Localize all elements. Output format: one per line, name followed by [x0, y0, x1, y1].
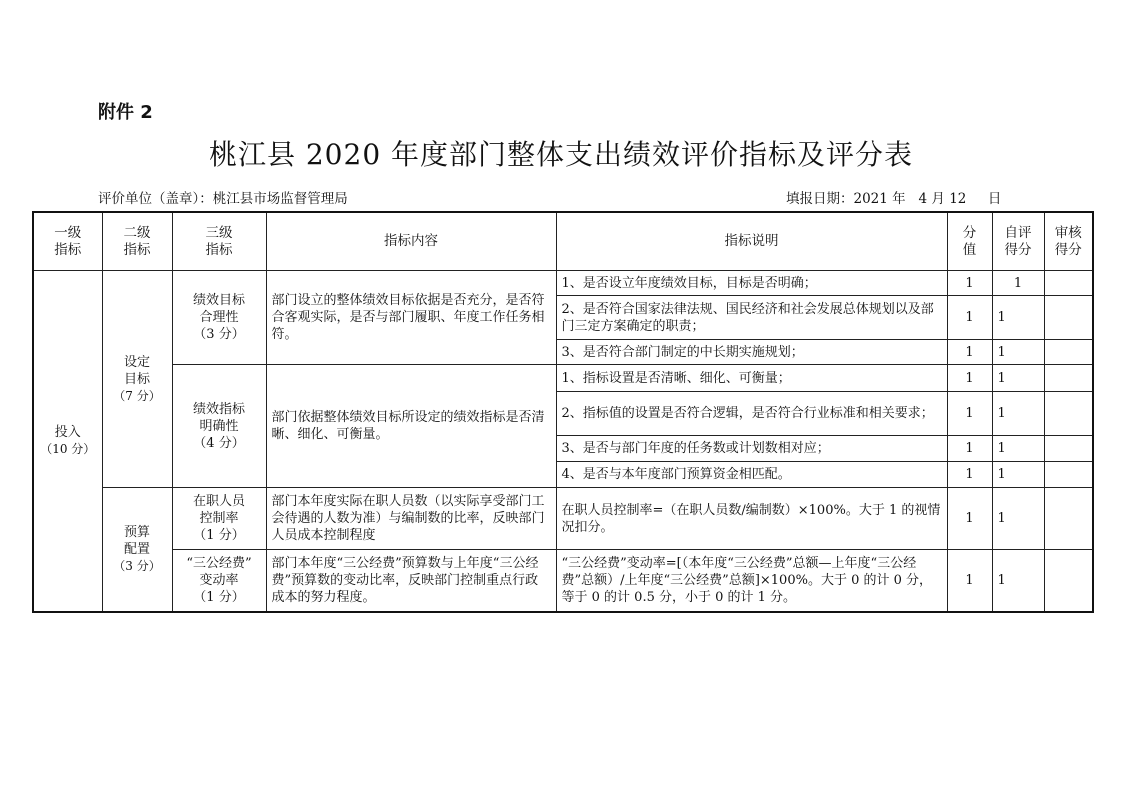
attachment-label: 附件 2 [98, 102, 153, 123]
self-score-cell: 1 [992, 340, 1044, 365]
self-score-cell: 1 [992, 271, 1044, 296]
score-table [32, 211, 1094, 613]
content-cell: 部门依据整体绩效目标所设定的绩效指标是否清晰、细化、可衡量。 [266, 365, 556, 488]
review-score-cell [1044, 271, 1093, 296]
level3-cell-staff-control: 在职人员 控制率 （1 分） [172, 488, 266, 550]
description-cell: 2、是否符合国家法律法规、国民经济和社会发展总体规划以及部门三定方案确定的职责； [556, 296, 947, 340]
level3-cell-goal-rationality: 绩效目标 合理性 （3 分） [172, 271, 266, 365]
description-cell: 1、指标设置是否清晰、细化、可衡量； [556, 365, 947, 392]
header-description: 指标说明 [556, 212, 947, 271]
level2-cell-budget: 预算 配置 （3 分） [102, 488, 172, 612]
header-self-score: 自评 得分 [992, 212, 1044, 271]
review-score-cell [1044, 296, 1093, 340]
header-level3: 三级 指标 [172, 212, 266, 271]
level1-cell: 投入 （10 分） [33, 271, 102, 612]
self-score-cell: 1 [992, 296, 1044, 340]
review-score-cell [1044, 488, 1093, 550]
content-cell: 部门设立的整体绩效目标依据是否充分，是否符合客观实际，是否与部门履职、年度工作任务相符。 [266, 271, 556, 365]
description-cell: 3、是否与部门年度的任务数或计划数相对应； [556, 436, 947, 462]
review-score-cell [1044, 550, 1093, 612]
page-title: 桃江县 2020 年度部门整体支出绩效评价指标及评分表 [208, 138, 914, 171]
report-date: 填报日期：2021 年 4 月 12 日 [786, 191, 1002, 207]
score-cell: 1 [947, 365, 992, 392]
score-cell: 1 [947, 296, 992, 340]
review-score-cell [1044, 365, 1093, 392]
description-cell: 在职人员控制率=（在职人员数/编制数）×100%。大于 1 的视情况扣分。 [556, 488, 947, 550]
header-review-score: 审核 得分 [1044, 212, 1093, 271]
header-row [33, 212, 1093, 271]
score-cell: 1 [947, 436, 992, 462]
table-row [33, 550, 1093, 612]
review-score-cell [1044, 436, 1093, 462]
self-score-cell: 1 [992, 365, 1044, 392]
description-cell: 4、是否与本年度部门预算资金相匹配。 [556, 462, 947, 488]
self-score-cell: 1 [992, 550, 1044, 612]
description-cell: 2、指标值的设置是否符合逻辑，是否符合行业标准和相关要求； [556, 392, 947, 436]
score-cell: 1 [947, 550, 992, 612]
content-cell: 部门本年度实际在职人员数（以实际享受部门工会待遇的人数为准）与编制数的比率，反映部门人员成本控制程度 [266, 488, 556, 550]
description-cell: “三公经费”变动率=[（本年度“三公经费”总额—上年度“三公经费”总额）/上年度“三公经费”总额]×100%。大于 0 的计 0 分，等于 0 的计 0.5 分，小于 0 的计 1 分。 [556, 550, 947, 612]
table-row [33, 271, 1093, 296]
review-score-cell [1044, 462, 1093, 488]
score-cell: 1 [947, 392, 992, 436]
score-cell: 1 [947, 271, 992, 296]
header-level2: 二级 指标 [102, 212, 172, 271]
content-cell: 部门本年度“三公经费”预算数与上年度“三公经费”预算数的变动比率，反映部门控制重点行政成本的努力程度。 [266, 550, 556, 612]
score-cell: 1 [947, 340, 992, 365]
self-score-cell: 1 [992, 392, 1044, 436]
score-cell: 1 [947, 488, 992, 550]
table-row [33, 365, 1093, 392]
self-score-cell: 1 [992, 462, 1044, 488]
table-row [33, 488, 1093, 550]
score-cell: 1 [947, 462, 992, 488]
review-score-cell [1044, 392, 1093, 436]
review-score-cell [1044, 340, 1093, 365]
level3-cell-three-public-funds: “三公经费” 变动率 （1 分） [172, 550, 266, 612]
level3-cell-indicator-clarity: 绩效指标 明确性 （4 分） [172, 365, 266, 488]
header-content: 指标内容 [266, 212, 556, 271]
evaluation-unit: 评价单位（盖章）：桃江县市场监督管理局 [98, 191, 348, 207]
self-score-cell: 1 [992, 436, 1044, 462]
self-score-cell: 1 [992, 488, 1044, 550]
level2-cell-target: 设定 目标 （7 分） [102, 271, 172, 488]
description-cell: 3、是否符合部门制定的中长期实施规划； [556, 340, 947, 365]
header-level1: 一级 指标 [33, 212, 102, 271]
header-score: 分 值 [947, 212, 992, 271]
description-cell: 1、是否设立年度绩效目标，目标是否明确； [556, 271, 947, 296]
